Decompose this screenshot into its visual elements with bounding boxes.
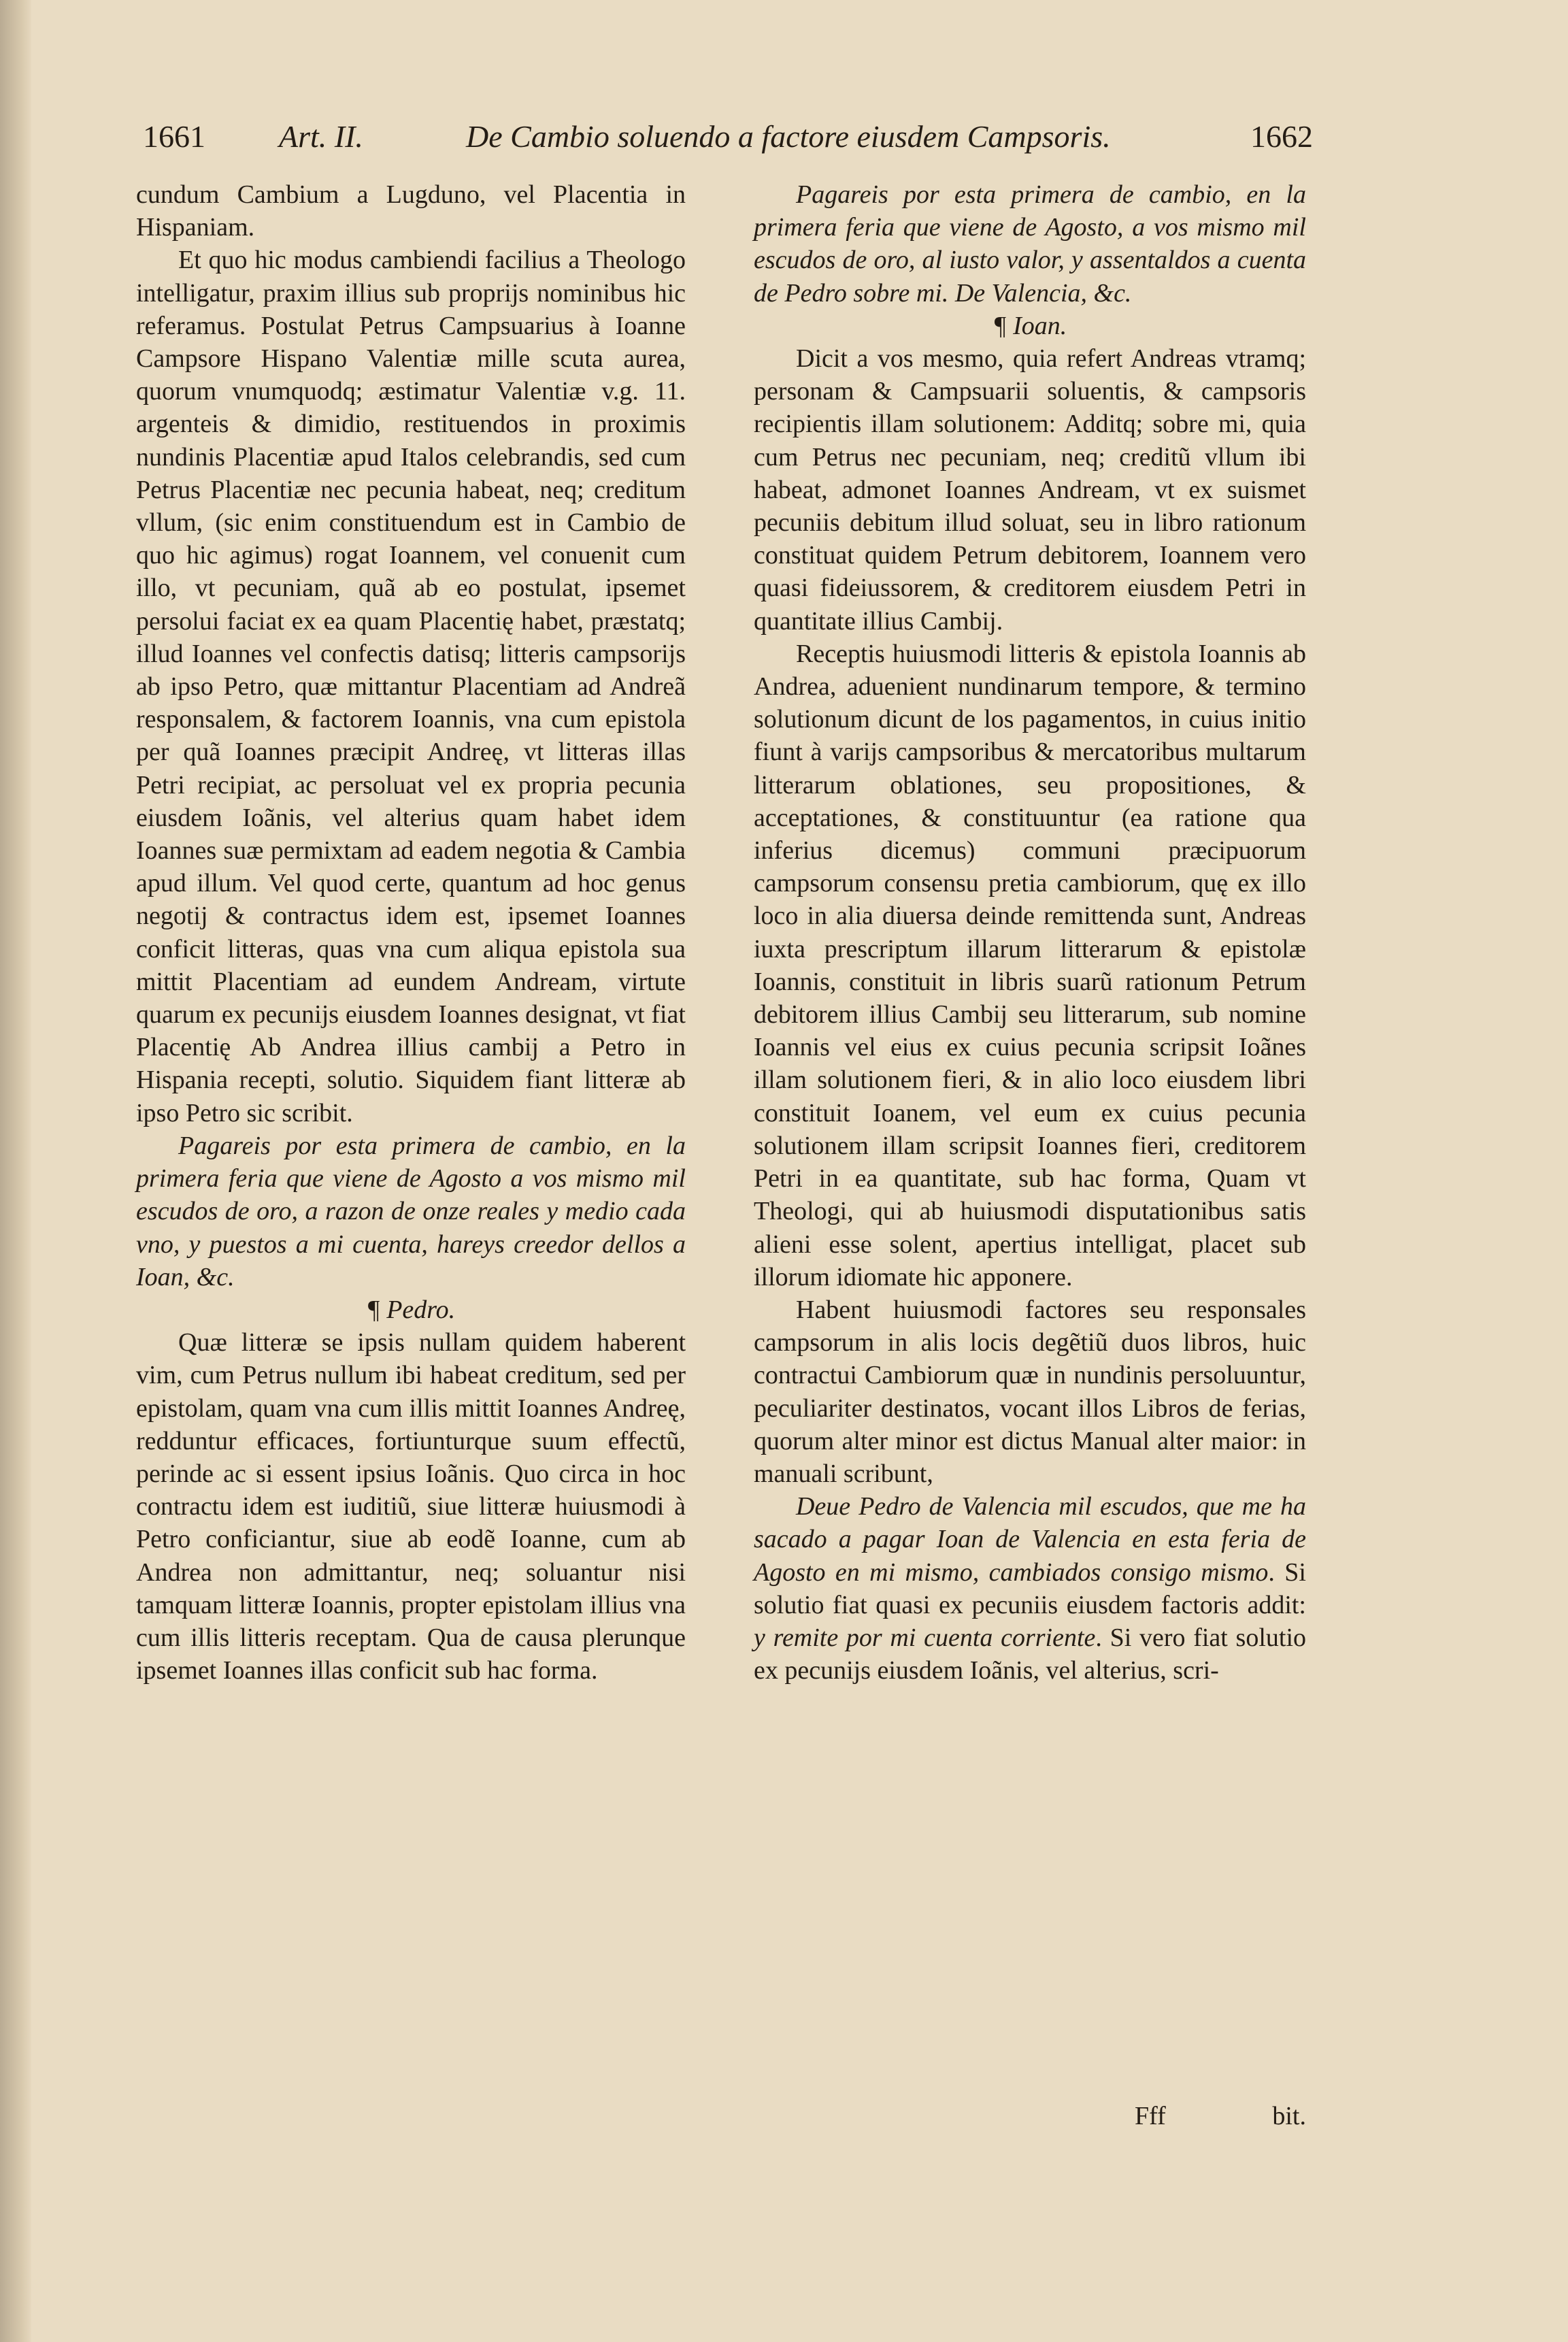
latin-text: . Si solutio fiat quasi ex pecuniis eiusdem factoris addit: xyxy=(754,1557,1306,1619)
paragraph: Et quo hic modus cambiendi facilius a Theologo intelligatur, praxim illius sub proprijs nominibus hic referamus. Postulat Petrus Campsuarius à Ioanne Campsore Hispano Valentiæ mille scuta aurea, quorum vnumquodq; æstimatur Valentiæ v.g. 11. argenteis & dimidio, restituendos in proximis nundinis Placentiæ apud Italos celebrandis, sed cum Petrus Placentiæ nec pecunia habeat, neq; creditum vllum, (sic enim constituendum est in Cambio de quo hic agimus) rogat Ioannem, vel conuenit cum illo, vt pecuniam, quã ab eo postulat, ipsemet persolui faciat ex ea quam Placentię habet, præstatq; illud Ioannes vel confectis datisq; litteris campsorijs ab ipso Petro, quæ mittantur Placentiam ad Andreã responsalem, & factorem Ioannis, vna cum epistola per quã Ioannes præcipit Andreę, vt litteras illas Petri recipiat, ac persoluat vel ex propria pecunia eiusdem Ioãnis, vel alterius quam habet idem Ioannes suæ permixtam ad eadem negotia & Cambia apud illum. Vel quod certe, quantum ad hoc genus negotij & contractus idem est, ipsemet Ioannes conficit litteras, quas vna cum aliqua epistola sua mittit Placentiam ad eundem Andream, virtute quarum ex pecunijs eiusdem Ioannes designat, vt fiat Placentię Ab Andrea illius cambij a Petro in Hispania recepti, solutio. Siquidem fiant litteræ ab ipso Petro sic scribit. xyxy=(136,246,686,1127)
signature-pedro: ¶ Pedro. xyxy=(366,1295,456,1324)
catchword: bit. xyxy=(1272,2102,1306,2130)
article-label: Art. II. xyxy=(279,119,363,154)
signature-ioan: ¶ Ioan. xyxy=(992,311,1067,340)
right-column xyxy=(754,178,1306,1687)
paragraph: Habent huiusmodi factores seu responsales campsorum in alis locis degẽtiũ duos libros, huic contractui Cambiorum quæ in nundinis persoluuntur, peculiariter destinatos, vocant illos Libros de ferias, quorum alter minor est dictus Manual alter maior: in manuali scribunt, xyxy=(754,1295,1306,1488)
running-header xyxy=(143,102,1313,156)
spanish-ledger-entry: Deue Pedro de Valencia mil escudos, que me ha sacado a pagar Ioan de Valencia en esta feria de Agosto en mi mismo, cambiados consigo mismo xyxy=(754,1492,1306,1587)
right-column-number: 1662 xyxy=(1250,119,1313,154)
margin-bleed-through xyxy=(3,75,26,2184)
paragraph xyxy=(754,1490,1306,1687)
spanish-letter: Pagareis por esta primera de cambio, en la primera feria que viene de Agosto, a vos mismo mil escudos de oro, al iusto valor, y assentaldos a cuenta de Pedro sobre mi. De Valencia, &c. xyxy=(754,180,1306,308)
paragraph: Quæ litteræ se ipsis nullam quidem haberent vim, cum Petrus nullum ibi habeat creditum, sed per epistolam, quam vna cum illis mittit Ioannes Andreę, redduntur efficaces, fortiunturque suum effectũ, perinde ac si essent ipsius Ioãnis. Quo circa in hoc contractu idem est iuditiũ, siue litteræ huiusmodi à Petro conficiantur, siue ab eodẽ Ioanne, cum ab Andrea non admittantur, neq; soluantur nisi tamquam litteræ Ioannis, propter epistolam illius vna cum illis litteris receptam. Qua de causa plerunque ipsemet Ioannes illas conficit sub hac forma. xyxy=(136,1328,686,1685)
left-column-number: 1661 xyxy=(143,119,205,154)
running-title: De Cambio soluendo a factore eiusdem Campsoris. xyxy=(466,119,1111,154)
signature-mark: Fff xyxy=(1135,2102,1166,2130)
spanish-phrase: y remite por mi cuenta corriente xyxy=(754,1623,1096,1652)
spanish-letter: Pagareis por esta primera de cambio, en la primera feria que viene de Agosto a vos mismo mil escudos de oro, a razon de onze reales y medio cada vno, y puestos a mi cuenta, hareys creedor dellos a Ioan, &c. xyxy=(136,1131,686,1291)
left-column xyxy=(136,178,686,1687)
paragraph: Receptis huiusmodi litteris & epistola Ioannis ab Andrea, aduenient nundinarum tempore, & termino solutionum dicunt de los pagamentos, in cuius initio fiunt à varijs campsoribus & mercatoribus multarum litterarum oblationes, seu propositiones, & acceptationes, & constituuntur (ea ratione qua inferius dicemus) communi præcipuorum campsorum consensu pretia cambiorum, quę ex illo loco in alia diuersa deinde remittenda sunt, Andreas iuxta prescriptum illarum litterarum & epistolæ Ioannis, constituit in libris suarũ rationum Petrum debitorem illius Cambij seu litterarum, sub nomine Ioannis vel eius ex cuius pecunia scripsit Ioãnes illam solutionem fieri, & in alio loco eiusdem libri constituit Ioanem, vel eum ex cuius pecunia solutionem illam scripsit Ioannes fieri, creditorem Petri in ea quantitate, sub hac forma, Quam vt Theologi, qui ab huiusmodi disputationibus satis alieni esse solent, apertius intelligat, placet sub illorum idiomate hic apponere. xyxy=(754,639,1306,1291)
paragraph: Dicit a vos mesmo, quia refert Andreas vtramq; personam & Campsuarii soluentis, & campsoris recipientis illam solutionem: Additq; sobre mi, quia cum Petrus nec pecuniam, neq; creditũ vllum ibi habeat, admonet Ioannes Andream, vt ex suismet pecuniis debitum illud soluat, seu in libro rationum constituat quidem Petrum debitorem, Ioannem vero quasi fideiussorem, & creditorem eiusdem Petri in quantitate illius Cambij. xyxy=(754,344,1306,636)
paragraph: cundum Cambium a Lugduno, vel Placentia in Hispaniam. xyxy=(136,180,686,242)
latin-text: . Si vero fiat solutio ex pecunijs eiusdem Ioãnis, vel alterius, scri- xyxy=(754,1623,1307,1685)
